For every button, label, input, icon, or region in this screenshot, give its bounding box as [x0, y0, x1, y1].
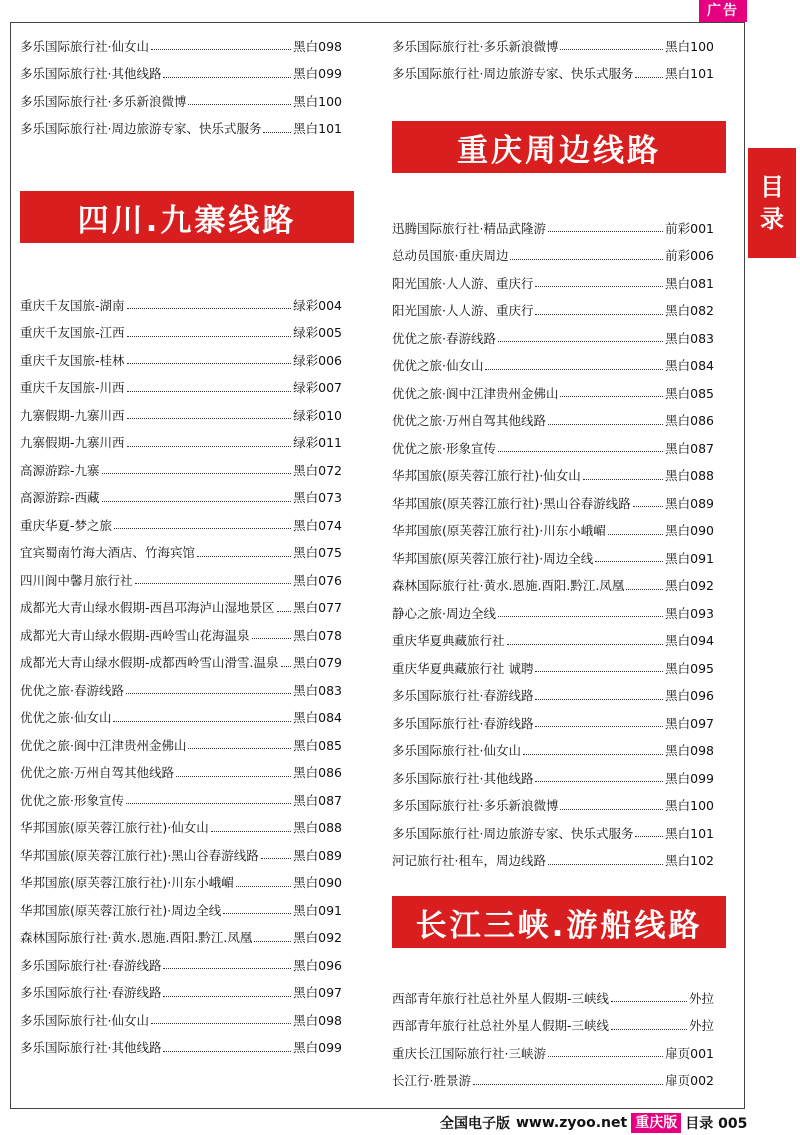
toc-entry-title: 多乐国际旅行社·多乐新浪微博 [20, 93, 187, 109]
dot-leader [102, 473, 292, 474]
dot-leader [151, 1023, 291, 1024]
toc-entry-title: 总动员国旅·重庆周边 [392, 248, 509, 264]
toc-entry-title: 西部青年旅行社总社外星人假期-三峡线 [392, 1018, 610, 1034]
dot-leader [535, 781, 663, 782]
toc-entry-page-code: 黑白074 [293, 517, 342, 533]
toc-list-right-top [392, 32, 714, 87]
toc-list-changjiang [392, 984, 714, 1094]
toc-list-chongqing [392, 214, 714, 874]
toc-entry-title: 重庆华夏-梦之旅 [20, 517, 113, 533]
toc-entry-page-code: 黑白100 [665, 798, 714, 814]
toc-entry-page-code: 外拉 [688, 990, 714, 1006]
toc-entry-title: 优优之旅·万州自驾其他线路 [392, 413, 546, 429]
toc-entry-title: 成都光大青山绿水假期-成都西岭雪山滑雪.温泉 [20, 655, 279, 671]
toc-entry-page-code: 黑白086 [665, 413, 714, 429]
toc-entry-page-code: 黑白098 [293, 1012, 342, 1028]
toc-entry[interactable] [392, 379, 714, 407]
toc-entry[interactable] [392, 1012, 714, 1040]
dot-leader [163, 968, 291, 969]
toc-entry[interactable] [392, 517, 714, 545]
toc-entry[interactable] [20, 731, 342, 759]
toc-entry-title: 多乐国际旅行社·春游线路 [20, 985, 162, 1001]
section-title-changjiang: 长江三峡.游船线路 [392, 896, 726, 948]
toc-entry-title: 高源游踪-九寨 [20, 462, 100, 478]
toc-entry-page-code: 扉页001 [665, 1045, 714, 1061]
toc-side-tab[interactable] [748, 148, 796, 258]
toc-entry-title: 九寨假期-九寨川西 [20, 435, 125, 451]
toc-entry-page-code: 黑白076 [293, 572, 342, 588]
toc-entry-title: 河记旅行社·租车，周边线路 [392, 853, 546, 869]
toc-entry[interactable] [20, 841, 342, 869]
toc-entry-page-code: 黑白099 [293, 1040, 342, 1056]
toc-entry-title: 迅腾国际旅行社·精品武隆游 [392, 220, 546, 236]
dot-leader [176, 776, 291, 777]
dot-leader [583, 479, 663, 480]
toc-entry-title: 优优之旅·阆中江津贵州金佛山 [392, 385, 559, 401]
toc-entry[interactable] [392, 984, 714, 1012]
dot-leader [498, 616, 663, 617]
toc-entry[interactable] [20, 704, 342, 732]
dot-leader [611, 1001, 687, 1002]
toc-entry[interactable] [392, 654, 714, 682]
toc-entry[interactable] [392, 407, 714, 435]
toc-entry[interactable] [20, 291, 342, 319]
toc-list-sichuan [20, 291, 342, 1061]
dot-leader [560, 809, 663, 810]
toc-entry-title: 华邦国旅(原芙蓉江旅行社)·川东小峨嵋 [392, 523, 606, 539]
dot-leader [135, 583, 292, 584]
dot-leader [535, 286, 663, 287]
toc-entry-title: 多乐国际旅行社·周边旅游专家、快乐式服务 [392, 66, 634, 82]
dot-leader [223, 913, 291, 914]
dot-leader [485, 369, 663, 370]
dot-leader [535, 726, 663, 727]
toc-entry-title: 阳光国旅·人人游、重庆行 [392, 275, 534, 291]
dot-leader [188, 748, 291, 749]
toc-entry[interactable] [20, 60, 342, 88]
dot-leader [277, 611, 292, 612]
toc-entry-page-code: 黑白085 [293, 737, 342, 753]
toc-entry-page-code: 绿彩004 [293, 297, 342, 313]
toc-entry-title: 优优之旅·形象宣传 [392, 440, 496, 456]
toc-entry-title: 优优之旅·阆中江津贵州金佛山 [20, 737, 187, 753]
toc-entry[interactable] [392, 544, 714, 572]
dot-leader [163, 77, 291, 78]
toc-entry[interactable] [392, 709, 714, 737]
toc-entry-title: 多乐国际旅行社·其他线路 [20, 66, 162, 82]
toc-entry[interactable] [392, 682, 714, 710]
page-number: 目录 005 [685, 1116, 748, 1132]
toc-entry[interactable] [20, 456, 342, 484]
toc-entry-title: 优优之旅·仙女山 [20, 710, 112, 726]
toc-entry[interactable] [392, 1067, 714, 1095]
toc-entry-page-code: 黑白090 [665, 523, 714, 539]
dot-leader [608, 534, 663, 535]
dot-leader [626, 589, 663, 590]
dot-leader [113, 721, 291, 722]
dot-leader [127, 446, 292, 447]
toc-entry-page-code: 黑白087 [293, 792, 342, 808]
toc-entry-page-code: 绿彩011 [293, 435, 342, 451]
toc-entry-page-code: 黑白095 [665, 660, 714, 676]
toc-entry-page-code: 黑白097 [293, 985, 342, 1001]
toc-entry-title: 宜宾蜀南竹海大酒店、竹海宾馆 [20, 545, 196, 561]
dot-leader [163, 996, 291, 997]
dot-leader [560, 396, 663, 397]
toc-entry-title: 优优之旅·春游线路 [20, 682, 124, 698]
toc-entry-page-code: 前彩001 [665, 220, 714, 236]
toc-entry-title: 优优之旅·万州自驾其他线路 [20, 765, 174, 781]
dot-leader [127, 336, 292, 337]
toc-entry-title: 多乐国际旅行社·其他线路 [392, 770, 534, 786]
toc-entry[interactable] [20, 786, 342, 814]
dot-leader [261, 858, 291, 859]
toc-entry[interactable] [392, 297, 714, 325]
toc-entry-page-code: 黑白101 [665, 825, 714, 841]
toc-entry-title: 华邦国旅(原芙蓉江旅行社)·黑山谷春游线路 [392, 495, 631, 511]
toc-entry-title: 华邦国旅(原芙蓉江旅行社)·川东小峨嵋 [20, 875, 234, 891]
dot-leader [151, 49, 291, 50]
toc-entry-page-code: 黑白084 [293, 710, 342, 726]
page-footer [440, 1112, 795, 1134]
dot-leader [126, 693, 291, 694]
dot-leader [548, 1056, 663, 1057]
toc-entry-page-code: 黑白081 [665, 275, 714, 291]
toc-entry-title: 多乐国际旅行社·春游线路 [20, 957, 162, 973]
toc-entry-page-code: 黑白089 [293, 847, 342, 863]
dot-leader [126, 803, 291, 804]
dot-leader [188, 104, 291, 105]
toc-entry[interactable] [20, 87, 342, 115]
toc-entry-title: 长江行·胜景游 [392, 1073, 471, 1089]
toc-entry-page-code: 黑白100 [293, 93, 342, 109]
toc-entry[interactable] [20, 115, 342, 143]
dot-leader [211, 831, 291, 832]
toc-entry[interactable] [392, 214, 714, 242]
toc-entry-page-code: 黑白102 [665, 853, 714, 869]
toc-entry-page-code: 黑白092 [293, 930, 342, 946]
toc-entry[interactable] [392, 434, 714, 462]
toc-entry[interactable] [20, 814, 342, 842]
toc-entry-title: 华邦国旅(原芙蓉江旅行社)·周边全线 [20, 902, 222, 918]
toc-entry-page-code: 绿彩005 [293, 325, 342, 341]
toc-entry[interactable] [20, 374, 342, 402]
toc-entry-page-code: 黑白100 [665, 38, 714, 54]
toc-entry[interactable] [392, 324, 714, 352]
dot-leader [548, 231, 663, 232]
footer-label: 全国电子版 [440, 1116, 510, 1132]
toc-entry-page-code: 绿彩007 [293, 380, 342, 396]
toc-entry[interactable] [392, 32, 714, 60]
toc-entry[interactable] [20, 621, 342, 649]
dot-leader [535, 314, 663, 315]
dot-leader [611, 1029, 687, 1030]
toc-entry-title: 多乐国际旅行社·春游线路 [392, 688, 534, 704]
toc-entry-page-code: 黑白083 [293, 682, 342, 698]
toc-entry[interactable] [392, 1039, 714, 1067]
dot-leader [510, 259, 663, 260]
dot-leader [114, 528, 291, 529]
toc-entry-page-code: 黑白077 [293, 600, 342, 616]
dot-leader [498, 341, 663, 342]
toc-entry-page-code: 黑白099 [293, 66, 342, 82]
toc-entry-page-code: 黑白078 [293, 627, 342, 643]
toc-entry-title: 重庆千友国旅-湖南 [20, 297, 125, 313]
toc-entry-title: 优优之旅·春游线路 [392, 330, 496, 346]
toc-side-tab-char-2: 录 [760, 205, 784, 233]
toc-entry-title: 高源游踪-西藏 [20, 490, 100, 506]
toc-entry-page-code: 黑白098 [665, 743, 714, 759]
dot-leader [254, 941, 291, 942]
footer-url[interactable]: www.zyoo.net [516, 1115, 628, 1131]
toc-entry-page-code: 黑白088 [293, 820, 342, 836]
toc-entry-title: 成都光大青山绿水假期-西岭雪山花海温泉 [20, 627, 250, 643]
toc-entry[interactable] [20, 1034, 342, 1062]
toc-entry[interactable] [392, 352, 714, 380]
toc-entry-title: 成都光大青山绿水假期-西昌邛海泸山湿地景区 [20, 600, 275, 616]
dot-leader [548, 424, 663, 425]
dot-leader [633, 506, 663, 507]
toc-entry-title: 重庆华夏典藏旅行社 [392, 633, 505, 649]
toc-entry-page-code: 黑白098 [293, 38, 342, 54]
toc-entry-page-code: 黑白097 [665, 715, 714, 731]
toc-entry[interactable] [392, 462, 714, 490]
dot-leader [523, 754, 663, 755]
toc-entry[interactable] [20, 1006, 342, 1034]
dot-leader [507, 644, 664, 645]
dot-leader [127, 308, 292, 309]
ad-label: 广告 [699, 0, 747, 22]
toc-entry-title: 多乐国际旅行社·多乐新浪微博 [392, 798, 559, 814]
dot-leader [560, 49, 663, 50]
toc-entry[interactable] [392, 489, 714, 517]
toc-entry[interactable] [20, 401, 342, 429]
toc-entry-title: 多乐国际旅行社·春游线路 [392, 715, 534, 731]
toc-entry[interactable] [20, 511, 342, 539]
dot-leader [127, 418, 292, 419]
toc-entry[interactable] [392, 792, 714, 820]
toc-entry[interactable] [20, 539, 342, 567]
toc-entry-page-code: 黑白085 [665, 385, 714, 401]
toc-entry-page-code: 前彩006 [665, 248, 714, 264]
toc-list-left-top [20, 32, 342, 142]
toc-entry-page-code: 扉页002 [665, 1073, 714, 1089]
toc-entry-title: 多乐国际旅行社·仙女山 [20, 38, 149, 54]
dot-leader [236, 886, 291, 887]
toc-entry[interactable] [20, 32, 342, 60]
toc-entry-title: 重庆千友国旅-川西 [20, 380, 125, 396]
dot-leader [197, 556, 291, 557]
dot-leader [473, 1084, 663, 1085]
toc-entry-title: 阳光国旅·人人游、重庆行 [392, 303, 534, 319]
toc-entry-title: 华邦国旅(原芙蓉江旅行社)·仙女山 [20, 820, 209, 836]
section-title-sichuan: 四川.九寨线路 [20, 191, 354, 243]
toc-entry[interactable] [392, 60, 714, 88]
toc-entry-page-code: 黑白075 [293, 545, 342, 561]
toc-entry[interactable] [20, 566, 342, 594]
dot-leader [535, 699, 663, 700]
toc-entry[interactable] [20, 484, 342, 512]
toc-entry[interactable] [392, 819, 714, 847]
toc-entry[interactable] [20, 759, 342, 787]
toc-entry-title: 森林国际旅行社·黄水.恩施.酉阳.黔江.凤凰 [20, 930, 253, 946]
toc-entry-page-code: 黑白096 [665, 688, 714, 704]
toc-entry-title: 森林国际旅行社·黄水.恩施.酉阳.黔江.凤凰 [392, 578, 625, 594]
toc-entry[interactable] [392, 737, 714, 765]
toc-entry-page-code: 黑白094 [665, 633, 714, 649]
toc-entry-title: 多乐国际旅行社·周边旅游专家、快乐式服务 [20, 121, 262, 137]
toc-entry-page-code: 黑白089 [665, 495, 714, 511]
dot-leader [163, 1051, 291, 1052]
dot-leader [595, 561, 663, 562]
toc-entry[interactable] [20, 676, 342, 704]
toc-entry-title: 九寨假期-九寨川西 [20, 407, 125, 423]
toc-entry-title: 多乐国际旅行社·其他线路 [20, 1040, 162, 1056]
dot-leader [252, 638, 292, 639]
toc-entry-page-code: 黑白088 [665, 468, 714, 484]
toc-entry-title: 多乐国际旅行社·仙女山 [20, 1012, 149, 1028]
toc-entry-page-code: 黑白073 [293, 490, 342, 506]
toc-entry-page-code: 绿彩006 [293, 352, 342, 368]
toc-entry-page-code: 黑白072 [293, 462, 342, 478]
toc-entry[interactable] [20, 346, 342, 374]
toc-entry-page-code: 黑白099 [665, 770, 714, 786]
toc-entry[interactable] [20, 896, 342, 924]
toc-entry-page-code: 黑白091 [293, 902, 342, 918]
toc-entry[interactable] [20, 429, 342, 457]
toc-entry-title: 重庆千友国旅-江西 [20, 325, 125, 341]
toc-entry[interactable] [20, 594, 342, 622]
toc-entry-page-code: 黑白084 [665, 358, 714, 374]
toc-entry-title: 优优之旅·仙女山 [392, 358, 484, 374]
toc-entry-page-code: 黑白087 [665, 440, 714, 456]
toc-entry-title: 多乐国际旅行社·周边旅游专家、快乐式服务 [392, 825, 634, 841]
toc-entry-title: 多乐国际旅行社·多乐新浪微博 [392, 38, 559, 54]
toc-entry-title: 华邦国旅(原芙蓉江旅行社)·周边全线 [392, 550, 594, 566]
toc-entry-title: 西部青年旅行社总社外星人假期-三峡线 [392, 990, 610, 1006]
toc-entry[interactable] [392, 599, 714, 627]
dot-leader [635, 77, 663, 78]
toc-entry-title: 华邦国旅(原芙蓉江旅行社)·黑山谷春游线路 [20, 847, 259, 863]
toc-entry[interactable] [20, 649, 342, 677]
toc-entry-page-code: 黑白083 [665, 330, 714, 346]
dot-leader [535, 671, 663, 672]
toc-entry-page-code: 黑白079 [293, 655, 342, 671]
toc-entry-page-code: 黑白091 [665, 550, 714, 566]
toc-entry[interactable] [20, 951, 342, 979]
dot-leader [102, 501, 292, 502]
toc-entry-title: 华邦国旅(原芙蓉江旅行社)·仙女山 [392, 468, 581, 484]
toc-entry-title: 多乐国际旅行社·仙女山 [392, 743, 521, 759]
toc-entry[interactable] [392, 764, 714, 792]
toc-entry-title: 四川阆中馨月旅行社 [20, 572, 133, 588]
toc-entry[interactable] [392, 242, 714, 270]
dot-leader [498, 451, 663, 452]
toc-entry-page-code: 外拉 [688, 1018, 714, 1034]
toc-entry-page-code: 绿彩010 [293, 407, 342, 423]
toc-entry[interactable] [392, 572, 714, 600]
toc-entry[interactable] [392, 847, 714, 875]
toc-side-tab-char-1: 目 [760, 173, 784, 201]
edition-badge: 重庆版 [631, 1113, 681, 1133]
toc-entry-page-code: 黑白101 [665, 66, 714, 82]
toc-entry-title: 静心之旅·周边全线 [392, 605, 496, 621]
dot-leader [127, 391, 292, 392]
dot-leader [635, 836, 663, 837]
toc-entry-page-code: 黑白082 [665, 303, 714, 319]
toc-entry-page-code: 黑白086 [293, 765, 342, 781]
toc-entry[interactable] [392, 269, 714, 297]
toc-entry-title: 重庆千友国旅-桂林 [20, 352, 125, 368]
dot-leader [548, 864, 663, 865]
dot-leader [263, 132, 291, 133]
toc-entry-page-code: 黑白090 [293, 875, 342, 891]
toc-entry-page-code: 黑白092 [665, 578, 714, 594]
dot-leader [127, 363, 292, 364]
toc-entry-title: 重庆华夏典藏旅行社 诚聘 [392, 660, 534, 676]
dot-leader [281, 666, 292, 667]
toc-entry[interactable] [20, 869, 342, 897]
toc-entry[interactable] [392, 627, 714, 655]
toc-entry-page-code: 黑白101 [293, 121, 342, 137]
toc-entry[interactable] [20, 979, 342, 1007]
toc-entry-page-code: 黑白093 [665, 605, 714, 621]
toc-entry-title: 重庆长江国际旅行社·三峡游 [392, 1045, 546, 1061]
section-title-chongqing: 重庆周边线路 [392, 121, 726, 173]
toc-entry-page-code: 黑白096 [293, 957, 342, 973]
toc-entry-title: 优优之旅·形象宣传 [20, 792, 124, 808]
toc-entry[interactable] [20, 924, 342, 952]
toc-entry[interactable] [20, 319, 342, 347]
